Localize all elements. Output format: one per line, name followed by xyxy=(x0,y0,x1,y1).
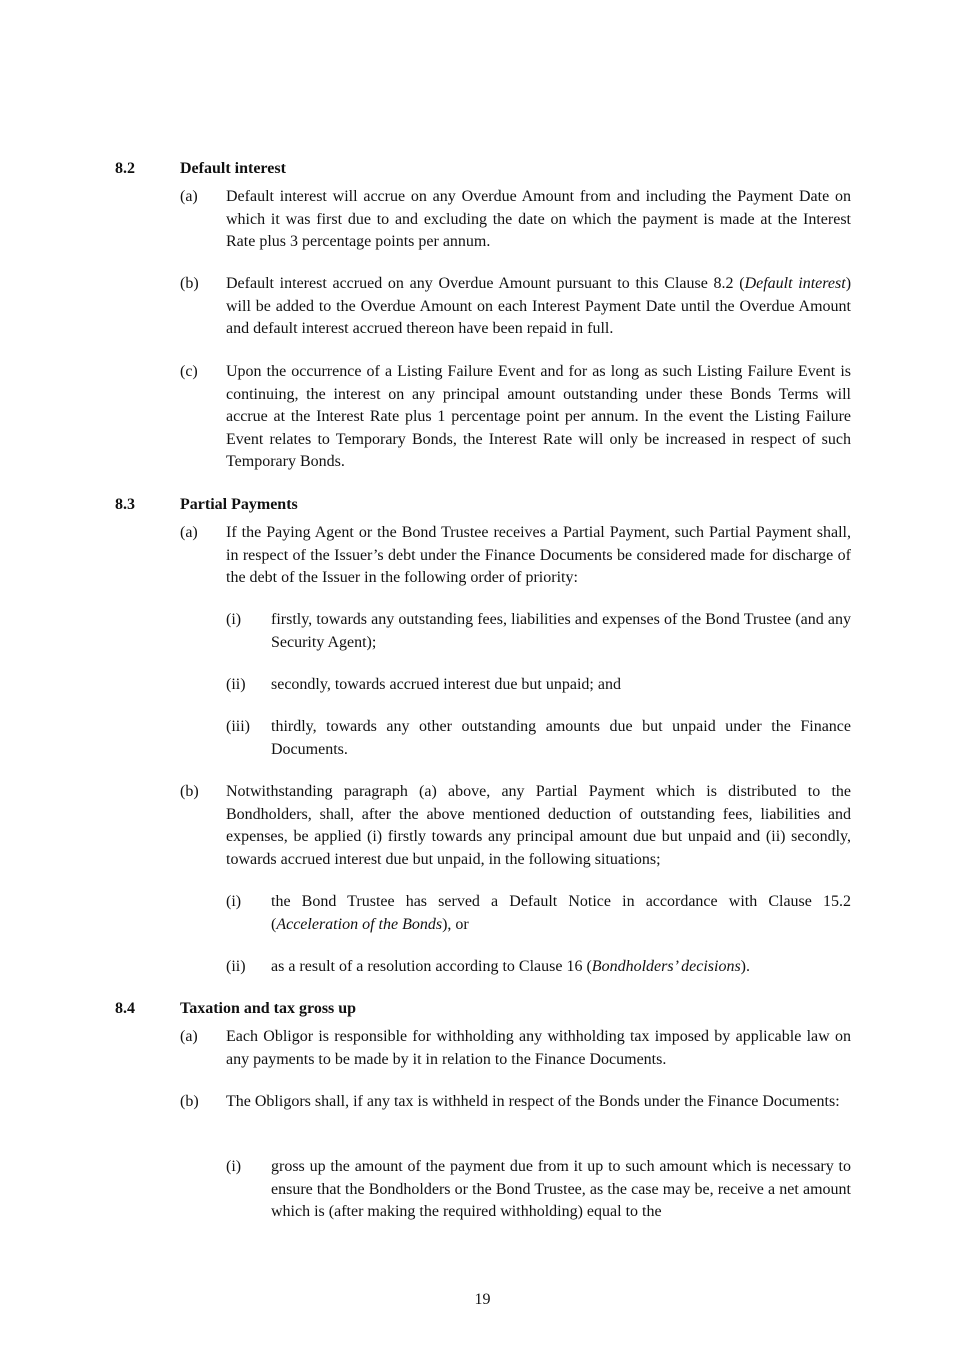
subparagraph-text: secondly, towards accrued interest due but unpaid; and xyxy=(271,676,621,693)
subparagraph-text: firstly, towards any outstanding fees, liabilities and expenses of the Bond Trustee (and any Security Agent); xyxy=(271,611,851,651)
subparagraph-text: thirdly, towards any other outstanding amounts due but unpaid under the Finance Documents. xyxy=(271,718,851,758)
subparagraph-label: (ii) xyxy=(226,958,246,975)
section-title: Partial Payments xyxy=(180,496,298,513)
section-title: Default interest xyxy=(180,160,286,177)
paragraph-label: (a) xyxy=(180,524,198,541)
paragraph-text: If the Paying Agent or the Bond Trustee receives a Partial Payment, such Partial Payment shall, in respect of the Issuer’s debt under the Finance Documents be considered made for discharge of the debt of the Issuer in the following order of priority: xyxy=(226,524,851,587)
subparagraph-label: (iii) xyxy=(226,718,250,735)
paragraph-text: Default interest accrued on any Overdue Amount pursuant to this Clause 8.2 (Default interest) will be added to the Overdue Amount on each Interest Payment Date until the Overdue Amount and default interest accrued thereon have been repaid in full. xyxy=(226,275,852,338)
paragraph-text: The Obligors shall, if any tax is withheld in respect of the Bonds under the Finance Documents: xyxy=(226,1093,840,1110)
paragraph-label: (b) xyxy=(180,275,199,292)
paragraph-label: (b) xyxy=(180,783,199,800)
subparagraph-label: (i) xyxy=(226,611,242,628)
subparagraph-text: gross up the amount of the payment due from it up to such amount which is necessary to ensure that the Bondholders or the Bond Trustee, as the case may be, receive a net amount which is (after making the required withholding) equal to the xyxy=(271,1158,851,1221)
section-number: 8.2 xyxy=(115,160,135,177)
paragraph-text: Notwithstanding paragraph (a) above, any Partial Payment which is distributed to the Bondholders, shall, after the above mentioned deduction of outstanding fees, liabilities and expenses, be applied (i) firstly towards any principal amount due but unpaid and (ii) secondly, towards accrued interest due but unpaid, in the following situations; xyxy=(226,783,851,868)
subparagraph-label: (i) xyxy=(226,893,242,910)
paragraph-text: Upon the occurrence of a Listing Failure Event and for as long as such Listing Failure Event is continuing, the interest on any principal amount outstanding under these Bonds Terms will accrue at the Interest Rate plus 1 percentage point per annum. In the event the Listing Failure Event relates to Temporary Bonds, the Interest Rate will only be increased in respect of such Temporary Bonds. xyxy=(226,363,851,471)
section-number: 8.3 xyxy=(115,496,135,513)
section-title: Taxation and tax gross up xyxy=(180,1000,357,1017)
paragraph-label: (c) xyxy=(180,363,198,380)
subparagraph-label: (ii) xyxy=(226,676,246,693)
subparagraph-label: (i) xyxy=(226,1158,242,1175)
section-number: 8.4 xyxy=(115,1000,135,1017)
paragraph-label: (a) xyxy=(180,1028,198,1045)
paragraph-text: Each Obligor is responsible for withholding any withholding tax imposed by applicable law on any payments to be made by it in relation to the Finance Documents. xyxy=(226,1028,851,1068)
page-number: 19 xyxy=(474,1291,491,1308)
paragraph-label: (a) xyxy=(180,188,198,205)
paragraph-text: Default interest will accrue on any Overdue Amount from and including the Payment Date on which it was first due to and excluding the date on which the payment is made at the Interest Rate plus 3 percentage points per annum. xyxy=(226,188,851,251)
subparagraph-text: as a result of a resolution according to Clause 16 (Bondholders’ decisions). xyxy=(271,958,750,975)
paragraph-label: (b) xyxy=(180,1093,199,1110)
subparagraph-text: the Bond Trustee has served a Default Notice in accordance with Clause 15.2 (Acceleration of the Bonds), or xyxy=(271,893,851,933)
